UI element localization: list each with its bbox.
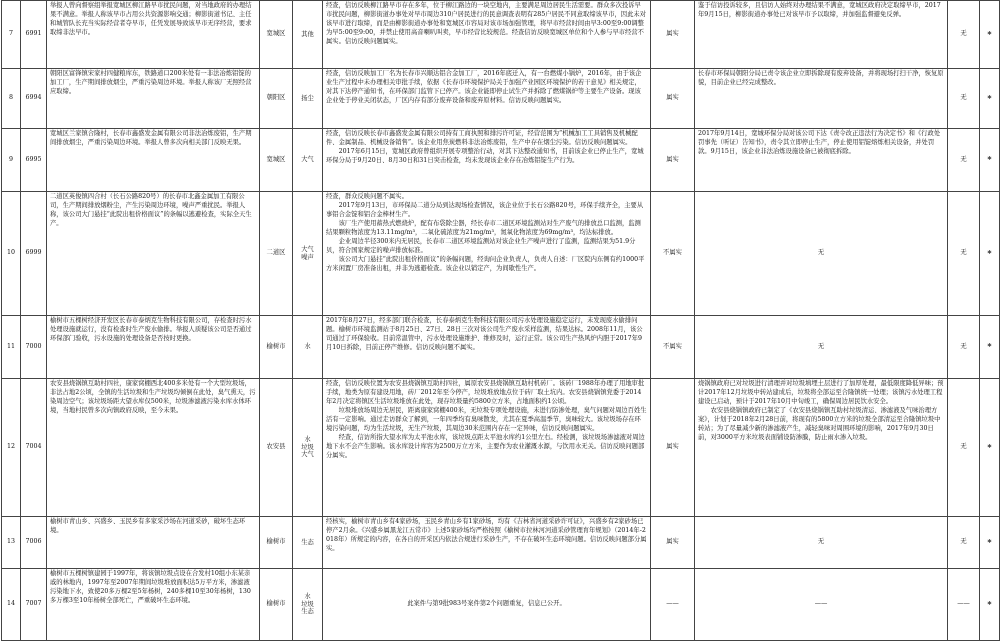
investigation-cell-text: 2017年9月13日，市环保局二道分局到达现场检查情况，该企业位于长石公路820号，环保手续齐全，主要从事铝合金锭和铝合金棒材生产。 [326, 201, 644, 218]
mark-cell [980, 517, 1000, 569]
mark-cell-text: * [987, 536, 992, 547]
investigation-cell [323, 1, 651, 69]
table-row [2, 69, 1000, 129]
mark-cell [980, 379, 1000, 517]
verdict-cell [651, 517, 695, 569]
district-cell-text: 榆树市 [266, 538, 286, 546]
accountability-cell-text: 无 [960, 538, 967, 546]
handling-cell [695, 316, 948, 379]
complaint-cell-text: 宽城区兰家镇合隆村，长春市鑫盛发金属有限公司非法冶炼废铝，生产期间排放烟尘，严重污染周边环境。举报人曾多次向相关部门反映无果。 [50, 130, 252, 146]
handling-cell [695, 69, 948, 129]
investigation-cell [323, 192, 651, 316]
investigation-cell-text: 2017年8月27日，经多部门联合检查，长春泰炳克生物科技有限公司污水处理设施稳定运行，未发现废水偷排问题。榆树市环境监测站于8月25日、27日、28日三次对该公司生产废水采样监测，结果达标。2008年11月，该公司通过了环保验收。目前常温管中，污水处理设施维护、维修及时，运行正常。该公司生产热风炉内胆于2017年9月10日拆除，目前正停产维修。信访反映问题不属实。 [326, 317, 643, 351]
category-cell [293, 517, 323, 569]
category-cell-text: 扬尘 [301, 94, 314, 102]
complaint-cell [47, 69, 260, 129]
seq-cell-text: 14 [6, 600, 15, 608]
district-cell-text: 榆树市 [266, 342, 286, 350]
category-cell-text: 大气 [301, 156, 314, 164]
verdict-cell-text: 属实 [666, 30, 679, 38]
category-cell-text: 大气 [301, 245, 314, 253]
mark-cell [980, 69, 1000, 129]
category-cell-text: 生态 [301, 608, 314, 616]
table-row [2, 1, 1000, 69]
seq-cell-text: 11 [6, 342, 15, 350]
accountability-cell [948, 1, 980, 69]
category-cell-text: 大气 [301, 451, 314, 459]
district-cell [260, 129, 293, 192]
investigation-cell [323, 569, 651, 641]
complaint-cell [47, 192, 260, 316]
seq-cell [2, 192, 21, 316]
complaint-cell-text: 朝阳区富锋镇宋家村四健粮库东，铁路道口200米处有一非法冶炼铝锭的加工厂，生产期间排放烟尘，严重污染周边环境。举报人称该厂无照经营应取缔。 [50, 70, 252, 95]
verdict-cell [651, 379, 695, 517]
district-cell-text: 朝阳区 [266, 94, 286, 102]
district-cell [260, 192, 293, 316]
complaint-cell [47, 129, 260, 192]
verdict-cell [651, 1, 695, 69]
accountability-cell-text: 无 [960, 30, 967, 38]
seq-cell [2, 517, 21, 569]
verdict-cell [651, 192, 695, 316]
mark-cell-text: * [987, 28, 992, 39]
handling-cell-text: 无 [817, 342, 825, 350]
accountability-cell-text: —— [957, 600, 970, 608]
district-cell-text: 宽城区 [266, 30, 286, 38]
category-cell [293, 192, 323, 316]
verdict-cell [651, 316, 695, 379]
investigation-cell-text: 该公司大门悬挂“此院出租价格面议”的条幅问题，经询问企业负责人，负责人自述：厂区院内东侧有约1000平方米闲置厂房准备出租，并非为逃避检查。该企业以销定产，为间歇性生产。 [326, 255, 645, 272]
table-row [2, 129, 1000, 192]
investigation-cell-text: 2017年6月15日，宽城区政府曾组织开展专项整治行动，对其下达整改通知书，目前该企业已停止生产，宽城环保分局于9月20日、8月30日和31日突击检查，均未发现该企业存在冶炼铝锭生产行为。 [326, 147, 644, 164]
investigation-cell [323, 517, 651, 569]
case-id-cell-text: 7007 [25, 600, 42, 608]
category-cell-text: 水 [304, 343, 311, 351]
category-cell [293, 569, 323, 641]
handling-cell-text: 鉴于信访投诉较多，且信访人始终对办理结果不满意，宽城区政府决定取缔早市，2017年9月15日，柳影街道办事处已对该早市予以取缔，并加强监督避免反弹。 [698, 2, 941, 18]
case-id-cell [21, 379, 47, 517]
handling-cell-text: 2017年9月14日，宽城环保分局对该公司下达《责令改正违法行为决定书》和《行政处罚事先（听证）告知书》，责令其立即停止生产，停止使用铝锭熔炼相关设备，并处罚款。9月15日，该企业非法冶炼设施设备已被彻底拆除。 [698, 130, 941, 155]
case-id-cell [21, 129, 47, 192]
seq-cell-text: 9 [8, 155, 13, 163]
handling-cell [695, 379, 948, 517]
investigation-cell-text: 经查，信访反映位置为农安县烧锅镇互助村四社，属原农安县烧锅镇互助村机砖厂。该砖厂1988年办理了用地审批手续，地类为原有建设用地，砖厂2012年至今停产，垃圾堆放地点位于砖厂取土坑内。农安县烧锅镇党委于2014年2月决定将镇区生活垃圾堆放在此处，现存垃圾量约5800立方米，占地面积约1公顷。 [326, 380, 645, 405]
mark-cell [980, 569, 1000, 641]
table-row [2, 192, 1000, 316]
investigation-cell [323, 69, 651, 129]
investigation-cell-text: 垃圾堆放场周边无居民，距离康家窝棚400米，无垃圾专项处理设施，未进行防渗处理，臭气问题对周边百姓生活有一定影响。通过走访群众了解到，一年四季均有臭味散发，尤其在夏季高温季节，臭味较大。该垃圾场存在环境污染问题，均为生活垃圾，无生产垃圾，其周边30米范围内存在一定异味，信访反映问题属实。 [326, 406, 647, 432]
accountability-cell [948, 192, 980, 316]
accountability-cell [948, 517, 980, 569]
accountability-cell-text: 无 [960, 155, 967, 163]
complaint-cell-text: 二道区英俊镇四合村（长石公路820号）的长春市北鑫金属加工有限公司，生产期间排放烟粉尘，产生污染周边环境，噪声严重扰民。举报人称，该公司大门悬挂“此院出租价格面议”的条幅以逃避检查，实际全天生产。 [50, 193, 252, 227]
case-id-cell [21, 1, 47, 69]
mark-cell [980, 192, 1000, 316]
case-id-cell-text: 6999 [25, 249, 42, 257]
seq-cell-text: 12 [6, 443, 15, 451]
handling-cell-text: 农安县烧锅镇政府已制定了《农安县烧锅镇互助村垃圾清运、渗滤液及气味治理方案》，计划于2018年2月28日前，将现有的5800立方米的垃圾全部清运至合隆镇垃圾中转站；为了尽量减少新的渗滤液产生，减轻臭味对周围环境的影响，2017年9月30日前，对3000平方米垃圾表面铺设防渗膜，防止雨水渗入垃圾。 [698, 406, 941, 441]
verdict-cell-text: —— [666, 600, 679, 608]
category-cell [293, 129, 323, 192]
investigation-cell-text: 经核实，榆树市青山乡有4家砂场，玉民乡青山乡有1家砂场，均有《吉林省河道采砂许可证》，兴盛乡有2家砂场已停产2月余。《兴盛乡属黑龙江五常市》上述5家砂场均严格按照《榆树市拉林河河道采砂管理育年规划》（2014年-2018年）所规定的内容，在各自的开采区内依法合规进行采砂生产，不存在破坏生态环境问题。信访反映问题部分属实。 [326, 518, 647, 552]
district-cell [260, 316, 293, 379]
investigation-cell-text: 经查，信访反映长春市鑫盛发金属有限公司持有工商执照和排污许可证，经营范围为“机械加工工具销售及机械配件、金属制品、机械设备销售”。该企业用焦炭燃料非法冶炼废铝，生产中存在烟尘污染。信访反映问题属实。 [326, 130, 638, 146]
district-cell [260, 1, 293, 69]
category-cell-text: 生态 [301, 538, 314, 546]
category-cell [293, 1, 323, 69]
petition-case-table [1, 0, 1000, 641]
verdict-cell-text: 不属实 [663, 249, 682, 257]
handling-cell [695, 192, 948, 316]
handling-cell [695, 517, 948, 569]
handling-cell-text: —— [814, 600, 828, 608]
seq-cell-text: 8 [8, 94, 13, 102]
handling-cell-text: 烧锅镇政府已对垃圾进行清理并对垃圾填埋土层进行了加厚处理，最低限度降低异味；预计2017年12月垃圾中转站建成后，垃圾将全部运至合隆镇统一处理；该镇污水处理工程建设已启动，预计于2017年10月中旬竣工，确保周边居民饮水安全。 [698, 380, 944, 405]
case-id-cell-text: 7000 [25, 342, 42, 350]
investigation-cell-text: 经查，群众反映问题不属实。 [326, 193, 408, 200]
verdict-cell-text: 属实 [666, 155, 679, 163]
case-id-cell-text: 6994 [25, 94, 42, 102]
case-id-cell-text: 6995 [25, 155, 42, 163]
verdict-cell [651, 69, 695, 129]
district-cell-text: 二道区 [266, 249, 286, 257]
mark-cell-text: * [987, 341, 992, 352]
category-cell-text: 垃圾 [301, 600, 314, 608]
district-cell [260, 69, 293, 129]
seq-cell-text: 10 [6, 249, 15, 257]
complaint-cell [47, 1, 260, 69]
category-cell-text: 垃圾 [301, 443, 314, 451]
accountability-cell [948, 129, 980, 192]
handling-cell-text: 无 [817, 249, 825, 257]
handling-cell-text: 无 [817, 538, 825, 546]
mark-cell-text: * [987, 92, 992, 103]
accountability-cell-text: 无 [960, 342, 967, 350]
handling-cell [695, 1, 948, 69]
mark-cell-text: * [987, 598, 992, 609]
district-cell-text: 宽城区 [266, 155, 286, 163]
case-id-cell-text: 6991 [25, 30, 42, 38]
handling-cell [695, 129, 948, 192]
category-cell-text: 水 [304, 435, 311, 443]
mark-cell-text: * [987, 441, 992, 452]
investigation-cell [323, 316, 651, 379]
mark-cell-text: * [987, 154, 992, 165]
verdict-cell-text: 属实 [666, 94, 679, 102]
investigation-cell [323, 379, 651, 517]
category-cell-text: 水 [304, 592, 311, 600]
investigation-cell [323, 129, 651, 192]
case-id-cell-text: 7006 [25, 538, 42, 546]
mark-cell-text: * [987, 247, 992, 258]
table-row [2, 517, 1000, 569]
complaint-cell-text: 榆树市青山乡、兴盛乡、玉民乡有多家采沙场在河道采砂，破坏生态环境。 [50, 518, 246, 534]
mark-cell [980, 129, 1000, 192]
table-row [2, 316, 1000, 379]
district-cell [260, 569, 293, 641]
case-id-cell [21, 192, 47, 316]
category-cell-text: 其他 [301, 30, 314, 38]
accountability-cell-text: 无 [960, 443, 967, 451]
complaint-cell-text: 举报人曾向督察组举报宽城区柳江路早市扰民问题，对当地政府的办理结果不满意。举报人称该早市占用公共资源影响交通；柳影街道书记、主任和城管队长充当实际经营者夺早市，任凭发展导致该早市无序经营，要求取缔非法早市。 [50, 2, 252, 36]
complaint-cell-text: 榆树市五棵树镇建园于1997年，将该镇垃圾点设在合发村10组小东某亲戚的林地内，1997年至2007年期间垃圾堆放面积达5万平方米，渗滤液污染地下水，致使20多万棵2至5年杨树，240多棵10至30年杨树，130多万棵3至10年杨树全部死亡，严重破坏生态环境。 [50, 570, 251, 604]
category-cell [293, 316, 323, 379]
case-id-cell [21, 69, 47, 129]
seq-cell [2, 1, 21, 69]
investigation-cell-text: 经查，信访反映加工厂名为长春市兴顺达铝合金加工厂，2016年底迁入，有一台燃煤小锅炉，2016年，由于该企业生产过程中未办理相关审批手续，依据《长春市环境保护局关于加强产业园区环境保护的若干意见》相关规定，对其下达停产通知书，在环保部门监管下已停产。该企业能即停止试生产并拆除了燃煤锅炉等主要生产设备。现该企业处于停业关闭状态，厂区内存有部分废弃设备和废弃原材料。信访反映问题属实。 [326, 70, 642, 104]
table-row [2, 569, 1000, 641]
verdict-cell [651, 129, 695, 192]
category-cell [293, 379, 323, 517]
seq-cell [2, 379, 21, 517]
case-id-cell [21, 517, 47, 569]
verdict-cell [651, 569, 695, 641]
mark-cell [980, 316, 1000, 379]
investigation-cell-text: 企业周边半径300米内无居民，长春市二道区环境监测站对该企业生产噪声进行了监测，监测结果为51.9分贝，符合国家规定的噪声排放标准。 [326, 237, 636, 254]
case-id-cell [21, 316, 47, 379]
accountability-cell [948, 379, 980, 517]
verdict-cell-text: 属实 [666, 443, 679, 451]
district-cell [260, 517, 293, 569]
complaint-cell [47, 517, 260, 569]
accountability-cell [948, 316, 980, 379]
complaint-cell [47, 569, 260, 641]
seq-cell [2, 129, 21, 192]
seq-cell [2, 316, 21, 379]
accountability-cell-text: 无 [960, 94, 967, 102]
handling-cell [695, 569, 948, 641]
seq-cell [2, 69, 21, 129]
verdict-cell-text: 属实 [666, 538, 679, 546]
seq-cell-text: 13 [6, 538, 15, 546]
handling-cell-text: 长春市环保局朝阳分局已责令该企业立即拆除现有废弃设备，并将现场打扫干净，恢复原貌，目前企业已经完成整改。 [698, 70, 944, 86]
complaint-cell [47, 379, 260, 517]
category-cell [293, 69, 323, 129]
accountability-cell-text: 无 [960, 249, 967, 257]
investigation-cell-text: 经查，信访反映柳江路早市存在多年，位于柳江路边的一块空地内，主要满足周边居民生活需要。群众多次投诉早市扰民问题，柳影街道办事处对早市周边310户居民进行的民意调查表明有285户居民不同意取缔该早市，因此未对该早市进行取缔，而是由柳影街道办事处和宽城区市容局对该市场加强管理，将早市经营时间由早3:00至9:00调整为早5:00至9:00，并禁止使用高音喇叭叫卖，早市经营比较规范。经查信访反映宽城区单位和个人参与早市经营不属实。信访反映问题属实。 [326, 2, 646, 45]
verdict-cell-text: 不属实 [663, 342, 682, 350]
case-id-cell-text: 7004 [25, 443, 42, 451]
district-cell-text: 农安县 [266, 443, 286, 451]
investigation-cell-text: 该厂生产使用蓄热式燃烧炉，配有布袋除尘器，经长春市二道区环境监测站对生产废气的排放总口监测，监测结果颗粒物浓度为13.11mg/m³，二氧化硫浓度为21mg/m³，氮氧化物浓度为69mg/m³，均达标排放。 [326, 219, 641, 236]
investigation-cell-text: 此案件与第9批983号案件第2个问题重复，信息已公开。 [407, 600, 566, 608]
table-body [2, 1, 1000, 641]
complaint-cell-text: 榆树市五棵树经济开发区长春市泰炳克生物科技有限公司，存检查时污水处理设施就运行，没有检查时生产废水偷排。举报人质疑该公司是否通过环保部门验收，污水设施的处理设备是否按时更换。 [50, 317, 252, 342]
table-row [2, 379, 1000, 517]
accountability-cell [948, 69, 980, 129]
case-id-cell [21, 569, 47, 641]
seq-cell-text: 7 [8, 30, 13, 38]
district-cell-text: 榆树市 [266, 600, 286, 608]
seq-cell [2, 569, 21, 641]
complaint-cell [47, 316, 260, 379]
district-cell [260, 379, 293, 517]
accountability-cell [948, 569, 980, 641]
mark-cell [980, 1, 1000, 69]
investigation-cell-text: 经查，信访所指大望水库为太平池水库，该垃圾点距太平池水库约1公里左右。经检测，该垃圾场渗滤液对周边地下水不会产生影响。该水库设计库容为2500万立方米，主要作为农业灌溉水源，与饮用水无关。信访反映问题部分属实。 [326, 433, 645, 459]
category-cell-text: 噪声 [301, 253, 314, 261]
complaint-cell-text: 农安县烧锅镇互助村四社，康家窝棚西北400多米处有一个大型垃圾场，非法占地2公顷，全镇的生活垃圾和生产垃圾均倾倒在此处，臭气熏天，污染周边空气；该垃圾场距大望水库仅500米，垃圾渗滤液污染水库水体环境，当地村民曾多次向镇政府反映，至今未果。 [50, 380, 256, 414]
